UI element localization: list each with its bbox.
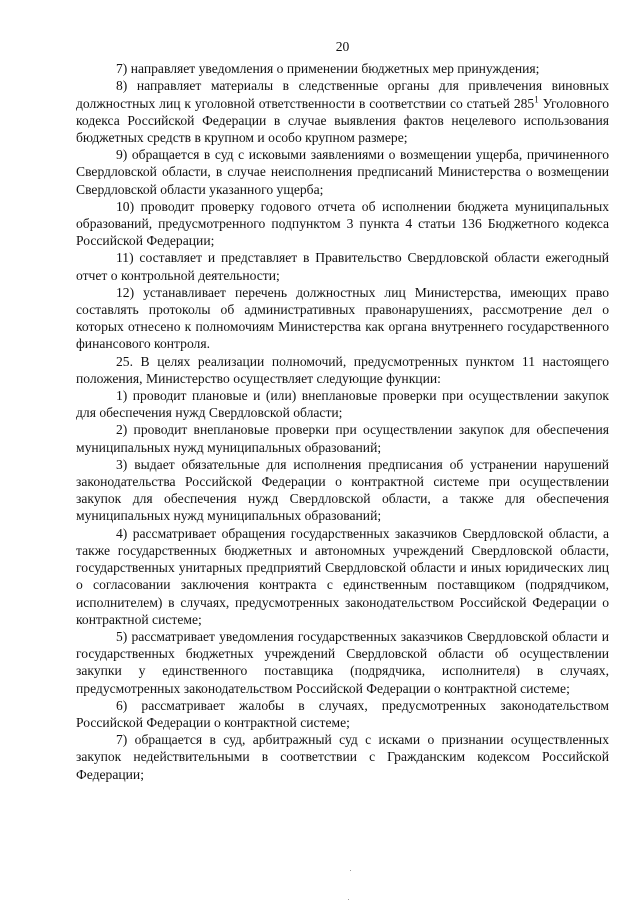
list-item: 1) проводит плановые и (или) внеплановые проверки при осуществлении закупок для обеспечения нужд Свердловской области;	[76, 388, 609, 421]
list-item: 5) рассматривает уведомления государственных заказчиков Свердловской области и государственных бюджетных учреждений Свердловской области об осуществлении закупки у единственного поставщика (подрядчика, исполнителя) в случаях, предусмотренных законодательством Российской Федерации о контрактной системе;	[76, 628, 609, 696]
item-text-continuation: Уголовного кодекса Российской Федерации в случае выявления фактов нецелевого использования бюджетных средств в крупном и особо крупном размере;	[76, 95, 609, 146]
list-item: 4) рассматривает обращения государственных заказчиков Свердловской области, а также государственных бюджетных и автономных учреждений Свердловской области, государственных унитарных предприятий Свердловской области и иных юридических лиц о согласовании заключения контракта с единственным поставщиком (подрядчиком, исполнителем) в случаях, предусмотренных законодательством Российской Федерации о контрактной системе;	[76, 525, 609, 627]
footnote-superscript: 1	[534, 94, 539, 105]
list-item: 3) выдает обязательные для исполнения предписания об устранении нарушений законодательства Российской Федерации о контрактной системе при осуществлении закупок для обеспечения нужд Свердловской области, а также для обеспечения муниципальных нужд муниципальных образований;	[76, 456, 609, 524]
list-item: 6) рассматривает жалобы в случаях, предусмотренных законодательством Российской Федерации о контрактной системе;	[76, 697, 609, 730]
document-page	[76, 38, 609, 783]
list-item: 10) проводит проверку годового отчета об исполнении бюджета муниципальных образований, предусмотренного подпунктом 3 пункта 4 статьи 136 Бюджетного кодекса Российской Федерации;	[76, 198, 609, 249]
list-item: 9) обращается в суд с исковыми заявлениями о возмещении ущерба, причиненного Свердловской области, в случае неисполнения предписаний Министерства о возмещении Свердловской области указанного ущерба;	[76, 147, 609, 197]
section-paragraph: 25. В целях реализации полномочий, предусмотренных пунктом 11 настоящего положения, Министерство осуществляет следующие функции:	[76, 353, 609, 386]
scan-artifact	[350, 870, 351, 871]
list-item	[76, 77, 609, 146]
page-number: 20	[335, 39, 350, 54]
list-item: 7) обращается в суд, арбитражный суд с исками о признании осуществленных закупок недействительными в соответствии с Гражданским кодексом Российской Федерации;	[76, 732, 609, 782]
list-item: 2) проводит внеплановые проверки при осуществлении закупок для обеспечения муниципальных нужд муниципальных образований;	[76, 422, 609, 455]
list-item: 11) составляет и представляет в Правительство Свердловской области ежегодный отчет о контрольной деятельности;	[76, 250, 609, 283]
scan-artifact	[348, 899, 349, 900]
list-item: 12) устанавливает перечень должностных лиц Министерства, имеющих право составлять протоколы об административных правонарушениях, рассмотрение дел о которых отнесено к полномочиям Министерства как органа внутреннего государственного финансового контроля.	[76, 284, 609, 352]
list-item: 7) направляет уведомления о применении бюджетных мер принуждения;	[116, 61, 540, 77]
item-text: 8) направляет материалы в следственные органы для привлечения виновных должностных лиц к уголовной ответственности в соответствии со статьей 285	[76, 78, 609, 111]
